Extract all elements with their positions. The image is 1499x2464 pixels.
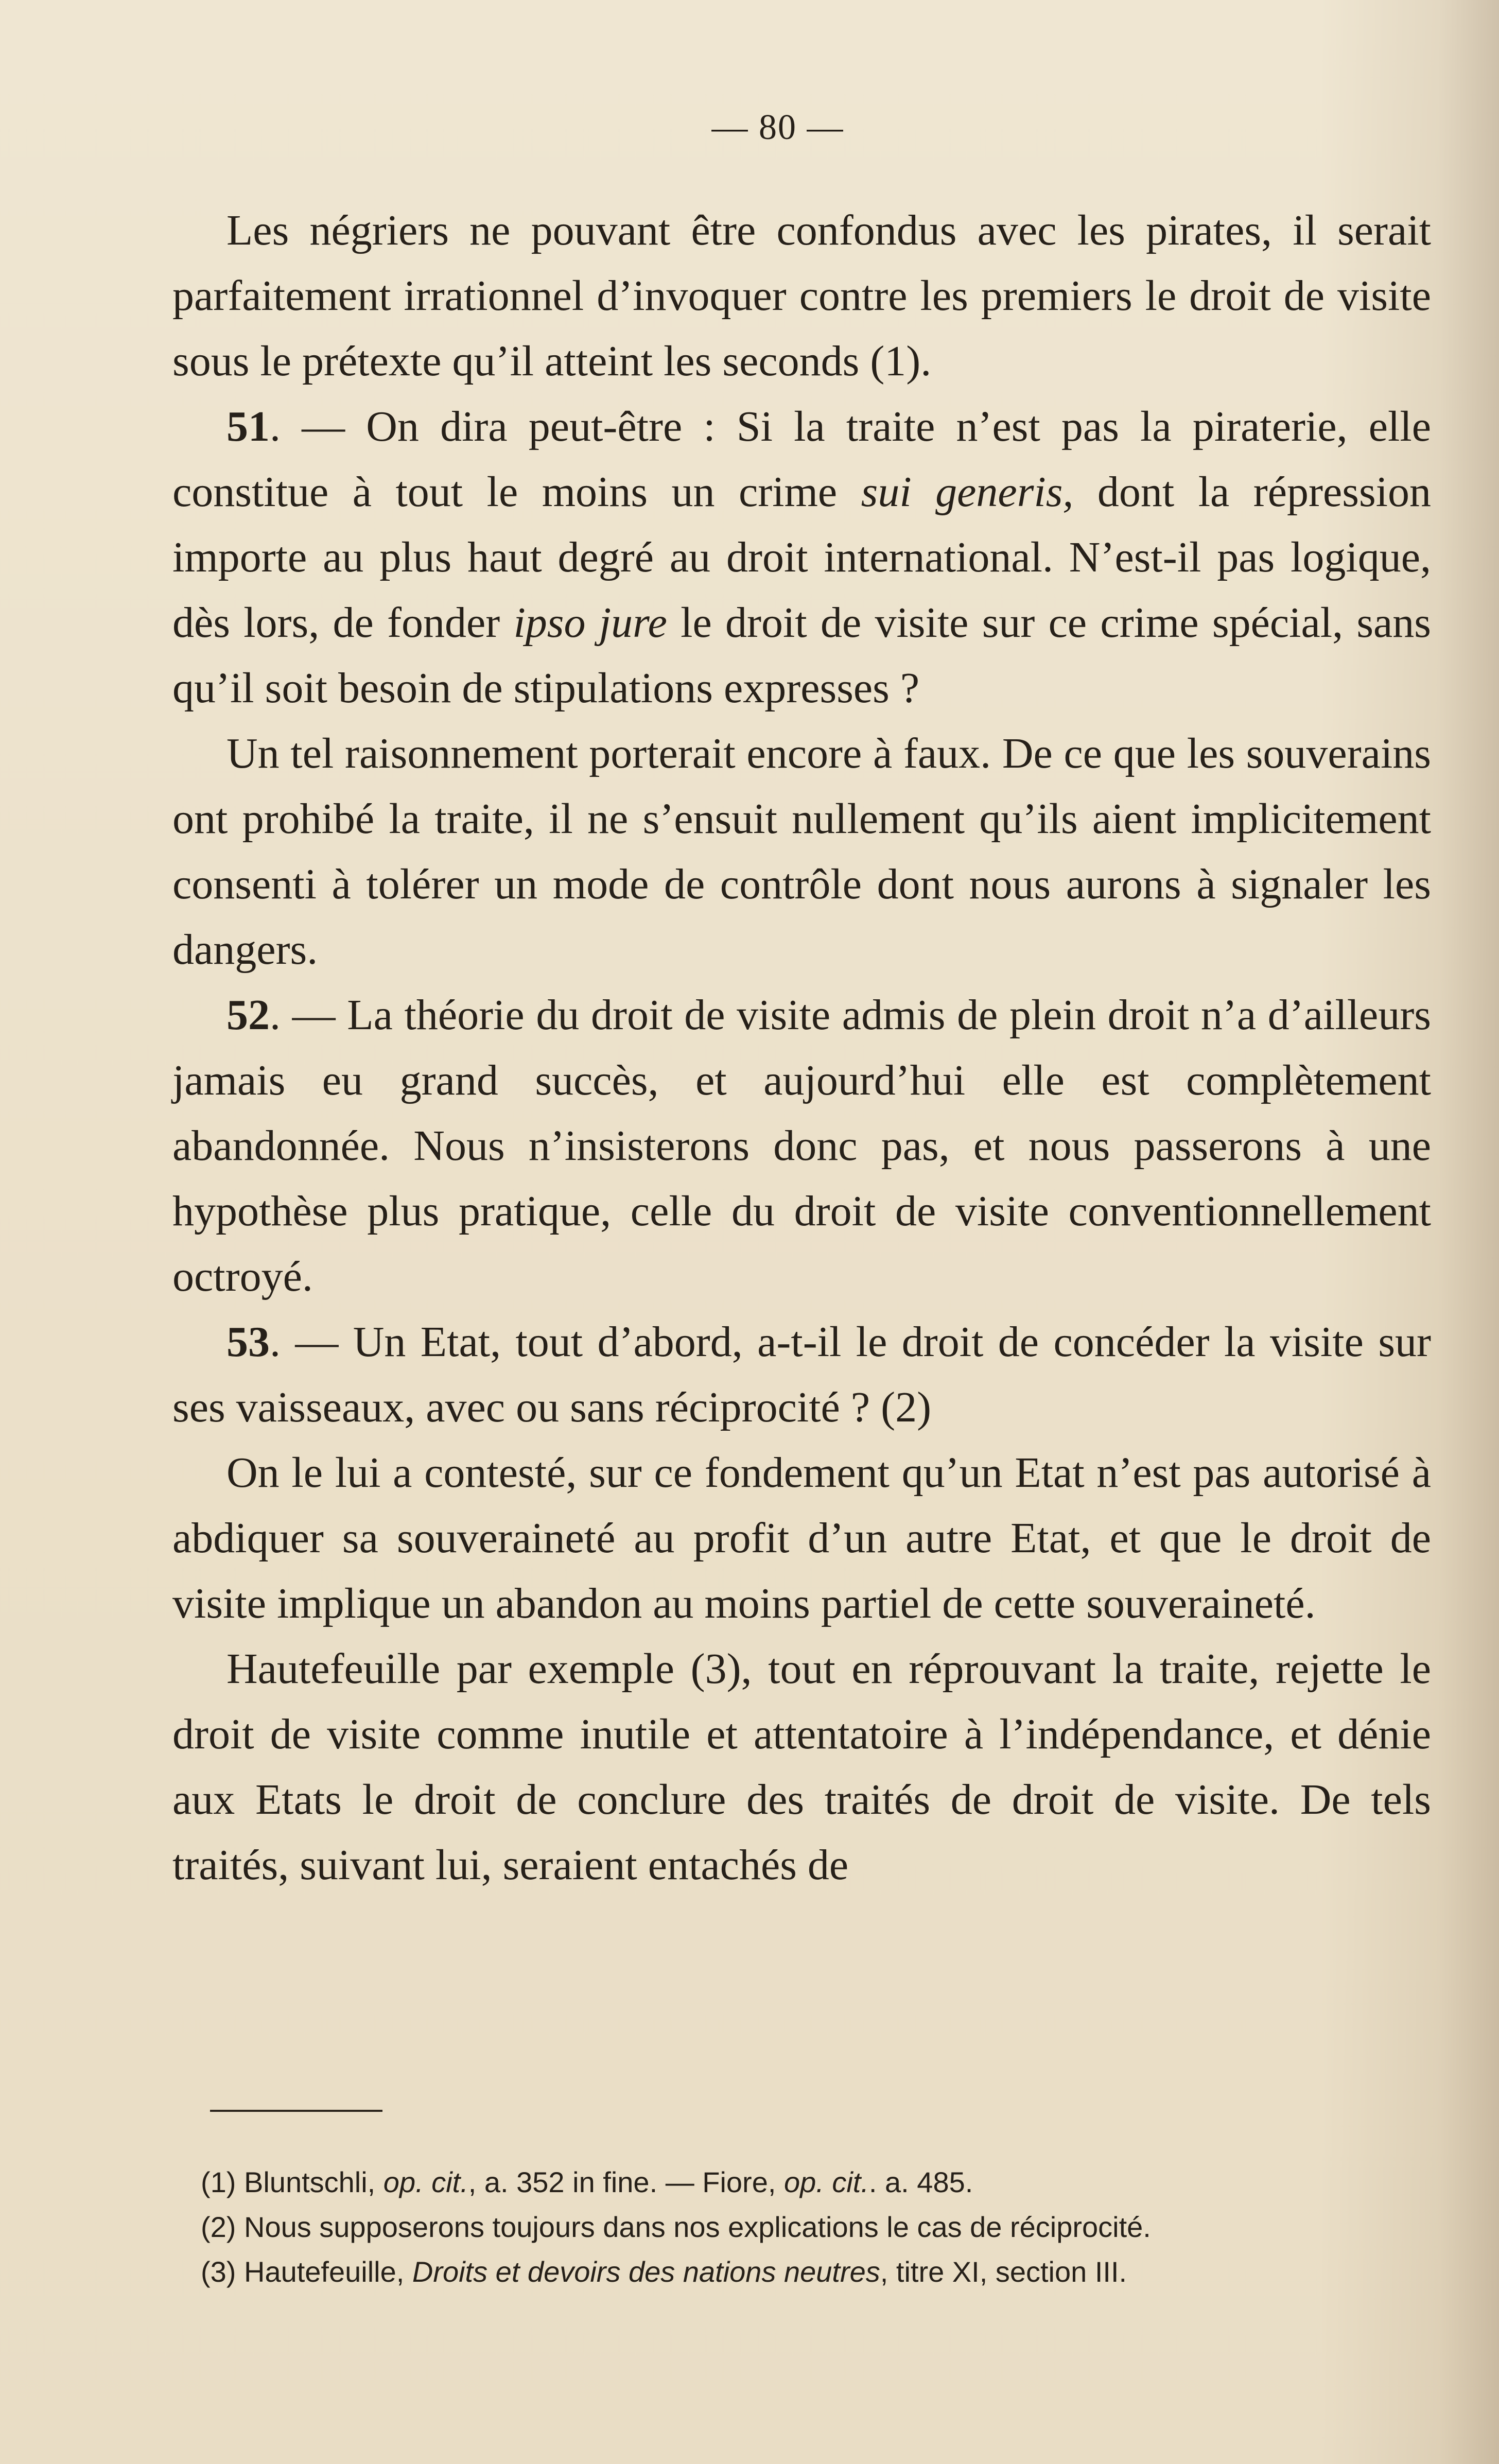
italic-text: sui generis,: [861, 468, 1074, 516]
italic-text: op. cit.: [383, 2166, 468, 2198]
text-run: , a. 352 in fine. — Fiore,: [468, 2166, 784, 2198]
footnotes: [165, 2160, 1431, 2294]
text-run: . — On dira peut-être : Si la traite n’est pas la piraterie, elle constitue à tout le moins un crime: [172, 403, 1431, 516]
page-number: — 80 —: [711, 108, 844, 147]
italic-text: ipso jure: [513, 599, 667, 647]
footnote-1: [165, 2160, 1431, 2205]
italic-text: Droits et devoirs des nations neutres: [412, 2255, 880, 2288]
text-run: (1) Bluntschli,: [201, 2166, 384, 2198]
paragraph-5: [172, 1309, 1431, 1440]
footnote-3: [165, 2249, 1431, 2294]
text-run: Les négriers ne pouvant être confondus avec les pirates, il serait parfaitement irrationnel d’invoquer contre les premiers le droit de visite sous le prétexte qu’il atteint les seconds (1).: [172, 206, 1431, 385]
paragraph-1: [172, 198, 1431, 394]
text-run: dont la répression importe au plus haut degré au droit international. N’est-il pas logique, dès lors, de fonder: [172, 468, 1432, 647]
text-run: , titre XI, section III.: [880, 2255, 1127, 2288]
footnote-divider: [210, 2110, 382, 2112]
text-run: Hautefeuille par exemple (3), tout en réprouvant la traite, rejette le droit de visite comme inutile et attentatoire à l’indépendance, et dénie aux Etats le droit de conclure des traités de droit de visite. De tels traités, suivant lui, seraient entachés de: [172, 1645, 1431, 1889]
text-run: Un tel raisonnement porterait encore à faux. De ce que les souverains ont prohibé la traite, il ne s’ensuit nullement qu’ils aient implicitement consenti à tolérer un mode de contrôle dont nous aurons à signaler les dangers.: [172, 730, 1431, 974]
text-run: . — Un Etat, tout d’abord, a-t-il le droit de concéder la visite sur ses vaisseaux, avec ou sans réciprocité ? (2): [172, 1318, 1431, 1431]
section-number: 52: [226, 991, 270, 1039]
paragraph-3: [172, 721, 1431, 982]
text-run: On le lui a contesté, sur ce fondement qu’un Etat n’est pas autorisé à abdiquer sa souveraineté au profit d’un autre Etat, et que le droit de visite implique un abandon au moins partiel de cette souveraineté.: [172, 1449, 1431, 1627]
paragraph-6: [172, 1440, 1431, 1636]
text-run: (2) Nous supposerons toujours dans nos explications le cas de réciprocité.: [201, 2211, 1151, 2243]
text-run: . a. 485.: [868, 2166, 973, 2198]
text-run: (3) Hautefeuille,: [201, 2255, 412, 2288]
text-run: . — La théorie du droit de visite admis de plein droit n’a d’ailleurs jamais eu grand succès, et aujourd’hui elle est complètement abandonnée. Nous n’insisterons donc pas, et nous passerons à une hypothèse plus pratique, celle du droit de visite conventionnellement octroyé.: [172, 991, 1431, 1300]
section-number: 53: [226, 1318, 270, 1366]
text-run: le droit de visite sur ce crime spécial, sans qu’il soit besoin de stipulations expresses ?: [172, 599, 1431, 712]
footnote-2: [165, 2205, 1431, 2249]
paragraph-2: [172, 394, 1431, 721]
section-number: 51: [226, 403, 270, 450]
italic-text: op. cit.: [783, 2166, 869, 2198]
paragraph-7: [172, 1636, 1431, 1898]
body-text: [172, 198, 1431, 1898]
paragraph-4: [172, 982, 1431, 1309]
